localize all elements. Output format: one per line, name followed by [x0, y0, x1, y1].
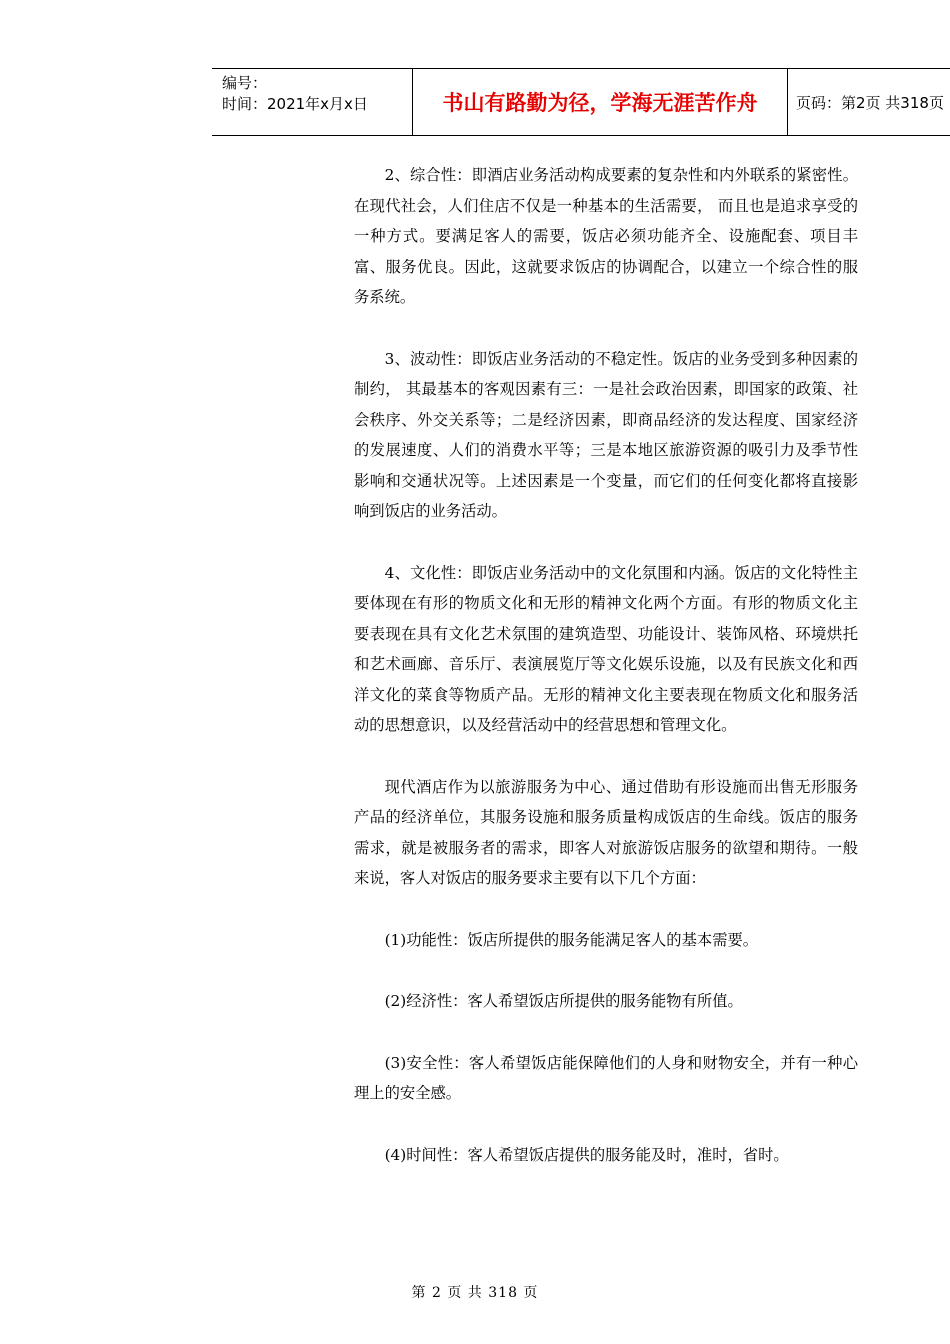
header-meta [212, 69, 413, 135]
list-item-economy: (2)经济性：客人希望饭店所提供的服务能物有所值。 [384, 992, 743, 1010]
page-footer: 第 2 页 共 318 页 [411, 1285, 539, 1301]
paragraph-volatility: 3、波动性：即饭店业务活动的不稳定性。饭店的业务受到多种因素的制约， 其最基本的客观因素有三：一是社会政治因素，即国家的政策、社会秩序、外交关系等；二是经济因素，即商品经济的发达程度、国家经济的发展速度、人们的消费水平等；三是本地区旅游资源的吸引力及季节性影响和交通状况等。上述因素是一个变量，而它们的任何变化都将直接影响到饭店的业务活动。 [354, 349, 858, 520]
paragraph-culture: 4、文化性：即饭店业务活动中的文化氛围和内涵。饭店的文化特性主要体现在有形的物质文化和无形的精神文化两个方面。有形的物质文化主要表现在具有文化艺术氛围的建筑造型、功能设计、装饰风格、环境烘托和艺术画廊、音乐厅、表演展览厅等文化娱乐设施，以及有民族文化和西洋文化的菜食等物质产品。无形的精神文化主要表现在物质文化和服务活动的思想意识，以及经营活动中的经营思想和管理文化。 [354, 563, 858, 734]
page-header [212, 68, 950, 136]
paragraph-comprehensive: 2、综合性：即酒店业务活动构成要素的复杂性和内外联系的紧密性。在现代社会，人们住店不仅是一种基本的生活需要， 而且也是追求享受的一种方式。要满足客人的需要，饭店必须功能齐全、设施配套、项目丰富、服务优良。因此，这就要求饭店的协调配合，以建立一个综合性的服务系统。 [354, 166, 858, 306]
list-item-functionality: (1)功能性：饭店所提供的服务能满足客人的基本需要。 [384, 930, 759, 949]
list-item-timeliness: (4)时间性：客人希望饭店提供的服务能及时，准时，省时。 [384, 1145, 789, 1164]
date-label: 时间：2021年x月x日 [222, 95, 368, 113]
paragraph-modern-hotel: 现代酒店作为以旅游服务为中心、通过借助有形设施而出售无形服务产品的经济单位，其服务设施和服务质量构成饭店的生命线。饭店的服务需求，就是被服务者的需求，即客人对旅游饭店服务的欲望和期待。一般来说，客人对饭店的服务要求主要有以下几个方面： [354, 777, 858, 887]
header-motto: 书山有路勤为径，学海无涯苦作舟 [413, 69, 788, 135]
serial-label: 编号： [222, 74, 268, 92]
list-item-safety: (3)安全性：客人希望饭店能保障他们的人身和财物安全，并有一种心理上的安全感。 [354, 1053, 858, 1102]
document-body [354, 160, 858, 1201]
header-page-info: 页码：第2页 共318页 [796, 93, 944, 112]
